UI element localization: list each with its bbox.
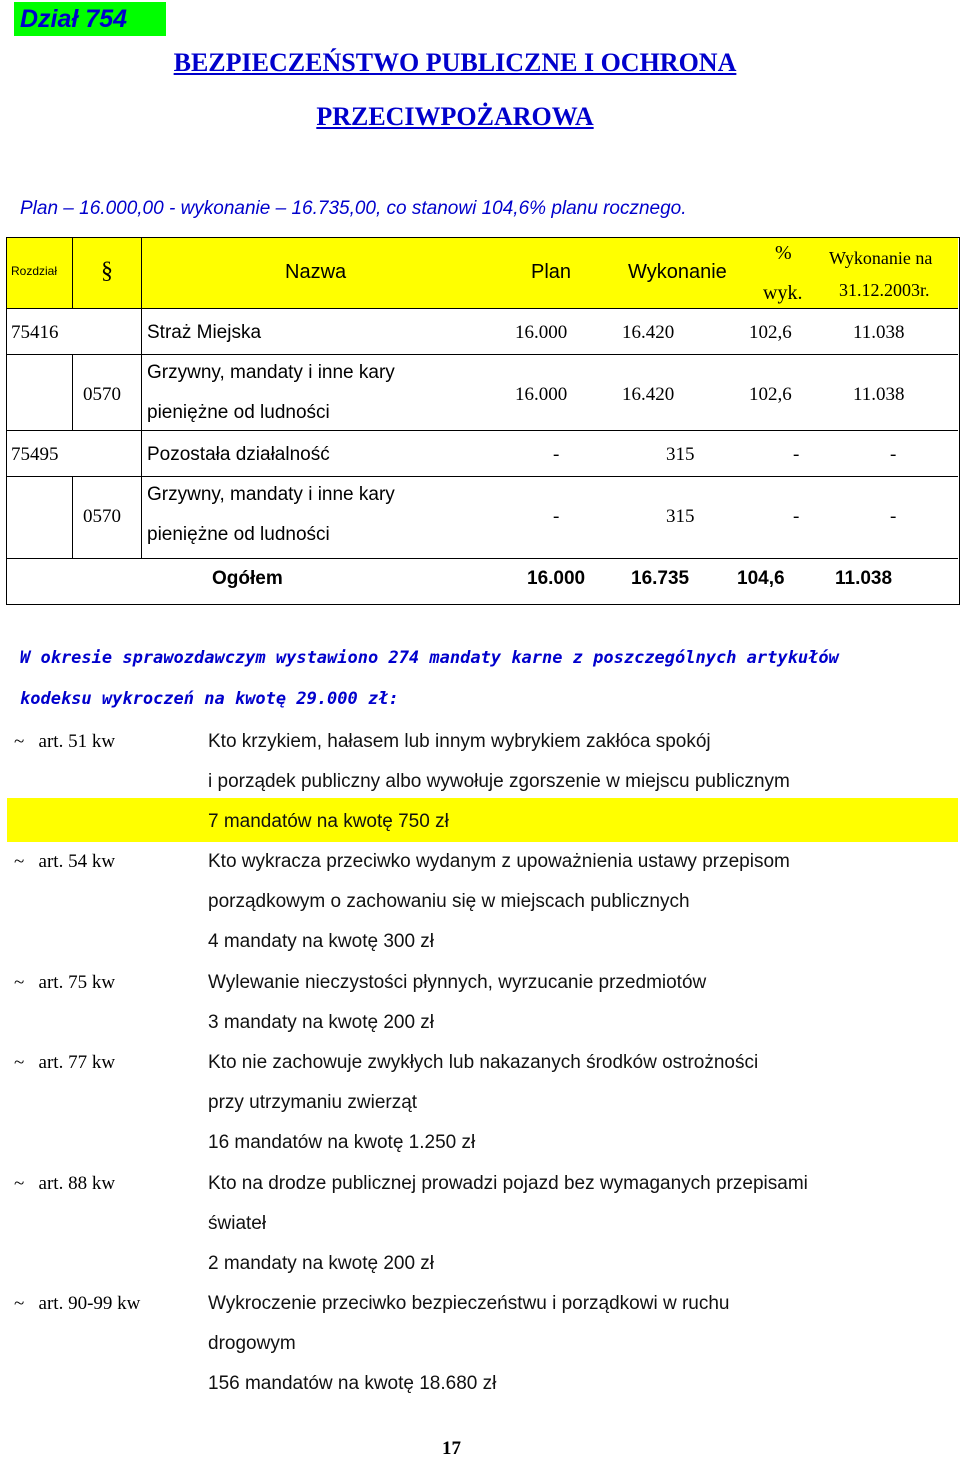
plan-summary: Plan – 16.000,00 - wykonanie – 16.735,00, co stanowi 104,6% planu rocznego.: [20, 198, 687, 219]
row3-rozdzial: 75495: [11, 444, 59, 465]
row1-wykonanie: 16.420: [622, 322, 675, 343]
article-54-line2: porządkowym o zachowaniu się w miejscach publicznych: [208, 891, 690, 912]
header-plan: Plan: [531, 261, 572, 283]
header-nazwa: Nazwa: [285, 261, 347, 283]
row2-pct: 102,6: [749, 384, 792, 405]
article-90-99-line2: drogowym: [208, 1333, 296, 1354]
budget-table: [6, 237, 960, 605]
row4-pct: -: [793, 506, 800, 527]
article-90-99-line3: 156 mandatów na kwotę 18.680 zł: [208, 1373, 497, 1394]
row4-paragraph: 0570: [83, 506, 121, 527]
total-wyk-na: 11.038: [835, 568, 893, 589]
article-54-line3: 4 mandaty na kwotę 300 zł: [208, 931, 435, 952]
total-plan: 16.000: [527, 568, 586, 589]
row4-nazwa-line1: Grzywny, mandaty i inne kary: [147, 484, 395, 505]
row3-plan: -: [553, 444, 560, 465]
article-54-line1: Kto wykracza przeciwko wydanym z upoważnienia ustawy przepisom: [208, 851, 790, 872]
row2-wyk-na: 11.038: [853, 384, 905, 405]
row3-pct: -: [793, 444, 800, 465]
article-88-line1: Kto na drodze publicznej prowadzi pojazd bez wymaganych przepisami: [208, 1173, 808, 1194]
article-75-line2: 3 mandaty na kwotę 200 zł: [208, 1012, 435, 1033]
row2-plan: 16.000: [515, 384, 568, 405]
article-75-label: ~ art. 75 kw: [14, 972, 116, 993]
article-90-99-line1: Wykroczenie przeciwko bezpieczeństwu i porządkowi w ruchu: [208, 1293, 730, 1314]
article-77-line1: Kto nie zachowuje zwykłych lub nakazanych środków ostrożności: [208, 1052, 759, 1073]
header-wykonanie: Wykonanie: [628, 261, 727, 283]
row4-plan: -: [553, 506, 560, 527]
row2-nazwa-line1: Grzywny, mandaty i inne kary: [147, 362, 395, 383]
article-88-line2: świateł: [208, 1213, 267, 1234]
row2-nazwa-line2: pieniężne od ludności: [147, 402, 330, 423]
total-pct: 104,6: [737, 568, 785, 589]
header-rozdzial: Rozdział: [11, 264, 58, 278]
article-77-label: ~ art. 77 kw: [14, 1052, 116, 1073]
article-90-99-label: ~ art. 90-99 kw: [14, 1293, 141, 1314]
article-51-label: ~ art. 51 kw: [14, 731, 116, 752]
page-title-line1: BEZPIECZEŃSTWO PUBLICZNE I OCHRONA: [173, 48, 737, 77]
article-51-line3: 7 mandatów na kwotę 750 zł: [208, 811, 449, 832]
article-51-line1: Kto krzykiem, hałasem lub innym wybrykiem zakłóca spokój: [208, 731, 711, 752]
row1-nazwa: Straż Miejska: [147, 322, 262, 343]
row4-nazwa-line2: pieniężne od ludności: [147, 524, 330, 545]
row2-paragraph: 0570: [83, 384, 121, 405]
row3-nazwa: Pozostała działalność: [147, 444, 330, 465]
article-77-line2: przy utrzymaniu zwierząt: [208, 1092, 418, 1113]
row3-wykonanie: 315: [666, 444, 695, 465]
article-88-line3: 2 mandaty na kwotę 200 zł: [208, 1253, 435, 1274]
row1-wyk-na: 11.038: [853, 322, 905, 343]
row1-pct: 102,6: [749, 322, 792, 343]
total-label: Ogółem: [212, 568, 283, 589]
row1-rozdzial: 75416: [11, 322, 59, 343]
intro-line1: W okresie sprawozdawczym wystawiono 274 mandaty karne z poszczególnych artykułów: [20, 648, 839, 668]
row1-plan: 16.000: [515, 322, 568, 343]
header-wykonanie-na-line1: Wykonanie na: [829, 248, 933, 268]
intro-line2: kodeksu wykroczeń na kwotę 29.000 zł:: [20, 689, 399, 709]
header-pct-line1: %: [775, 242, 792, 264]
header-pct-line2: wyk.: [763, 282, 803, 304]
article-88-label: ~ art. 88 kw: [14, 1173, 116, 1194]
article-75-line1: Wylewanie nieczystości płynnych, wyrzucanie przedmiotów: [208, 972, 707, 993]
header-paragraph: §: [101, 258, 113, 284]
row2-wykonanie: 16.420: [622, 384, 675, 405]
page-number: 17: [442, 1438, 461, 1459]
row4-wyk-na: -: [890, 506, 897, 527]
page-title-line2: PRZECIWPOŻAROWA: [316, 102, 594, 131]
article-51-line2: i porządek publiczny albo wywołuje zgorszenie w miejscu publicznym: [208, 771, 790, 792]
total-wykonanie: 16.735: [631, 568, 690, 589]
row4-wykonanie: 315: [666, 506, 695, 527]
header-wykonanie-na-line2: 31.12.2003r.: [839, 280, 930, 300]
section-label: Dział 754: [14, 2, 166, 36]
table-total-row: [7, 798, 958, 842]
article-54-label: ~ art. 54 kw: [14, 851, 116, 872]
row3-wyk-na: -: [890, 444, 897, 465]
article-77-line3: 16 mandatów na kwotę 1.250 zł: [208, 1132, 476, 1153]
table-header-row: [7, 238, 958, 308]
